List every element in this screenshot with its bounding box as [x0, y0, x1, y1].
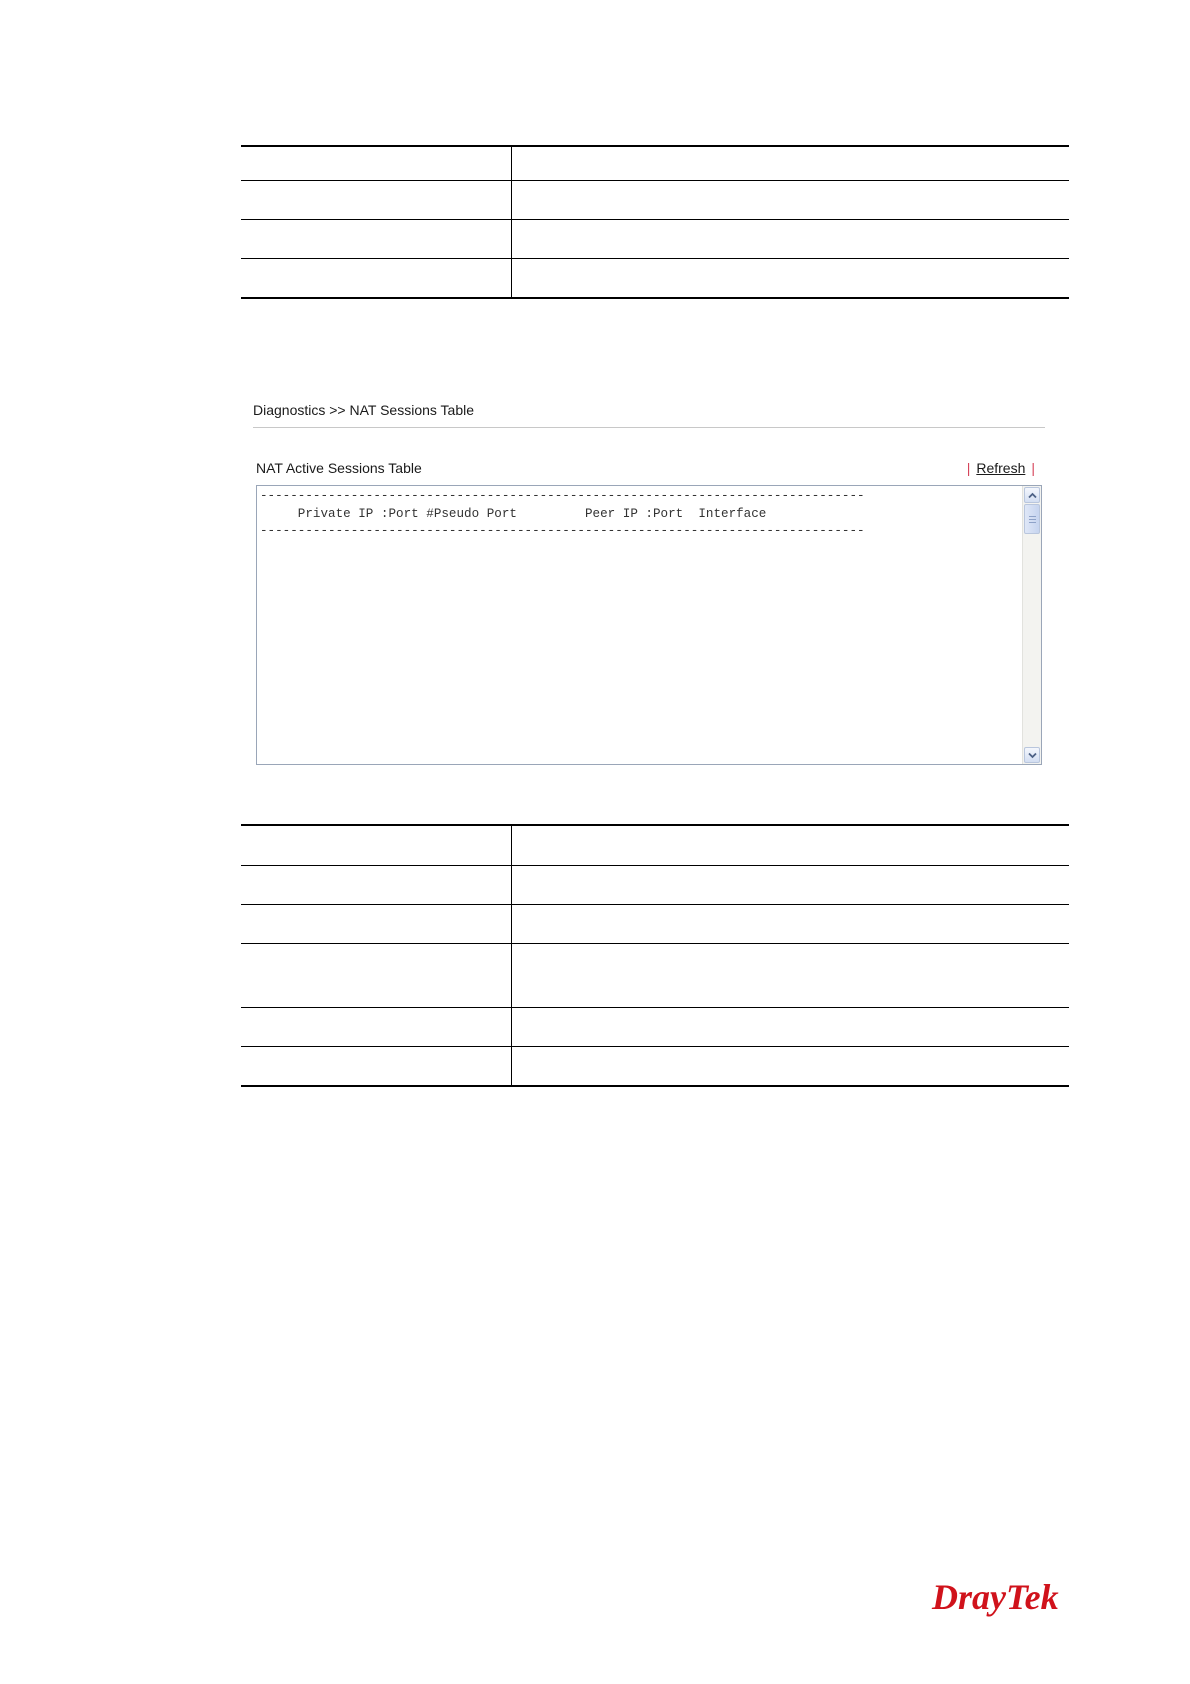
table-row [241, 866, 1069, 905]
refresh-bar [961, 460, 1041, 476]
table-cell [241, 220, 512, 259]
vertical-scrollbar[interactable] [1022, 486, 1041, 764]
separator: | [966, 460, 971, 476]
sessions-output: -------------------------------------------------------------------------------- Private IP :Port #Pseudo Port Peer IP :Port Interface -------------------------------------------------------------------------------- [260, 489, 865, 538]
table-cell [241, 905, 512, 944]
table-cell [512, 866, 1070, 905]
table-cell [512, 146, 1070, 181]
scroll-up-button[interactable] [1024, 487, 1040, 503]
chevron-down-icon [1028, 752, 1037, 759]
separator: | [1031, 460, 1035, 476]
table-cell [512, 1008, 1070, 1047]
table-cell [241, 944, 512, 1008]
draytek-logo [930, 1574, 1072, 1620]
table-cell [512, 259, 1070, 299]
table-cell [512, 220, 1070, 259]
top-description-table [241, 145, 1069, 299]
table-cell [241, 1047, 512, 1087]
sessions-textarea[interactable] [256, 485, 1042, 765]
table-cell [512, 944, 1070, 1008]
breadcrumb-divider [253, 427, 1045, 428]
table-row [241, 1008, 1069, 1047]
table-row [241, 220, 1069, 259]
refresh-link[interactable]: Refresh [976, 460, 1026, 476]
table-cell [241, 866, 512, 905]
table-row [241, 905, 1069, 944]
table-row [241, 146, 1069, 181]
table-row [241, 825, 1069, 866]
scroll-thumb[interactable] [1024, 504, 1040, 534]
grip-line [1029, 519, 1036, 520]
table-cell [512, 825, 1070, 866]
grip-line [1029, 522, 1036, 523]
table-cell [241, 259, 512, 299]
table-cell [241, 181, 512, 220]
table-cell [241, 825, 512, 866]
nat-sessions-panel [253, 400, 1045, 770]
chevron-up-icon [1028, 492, 1037, 499]
table-row [241, 181, 1069, 220]
section-title: NAT Active Sessions Table [256, 460, 422, 476]
table-cell [512, 1047, 1070, 1087]
scroll-down-button[interactable] [1024, 747, 1040, 763]
table-cell [512, 181, 1070, 220]
logo-wordmark: DrayTek [932, 1577, 1059, 1617]
table-cell [241, 146, 512, 181]
table-row [241, 259, 1069, 299]
grip-line [1029, 516, 1036, 517]
table-cell [241, 1008, 512, 1047]
bottom-description-table [241, 824, 1069, 1087]
table-row [241, 1047, 1069, 1087]
breadcrumb: Diagnostics >> NAT Sessions Table [253, 402, 475, 418]
table-row [241, 944, 1069, 1008]
table-cell [512, 905, 1070, 944]
